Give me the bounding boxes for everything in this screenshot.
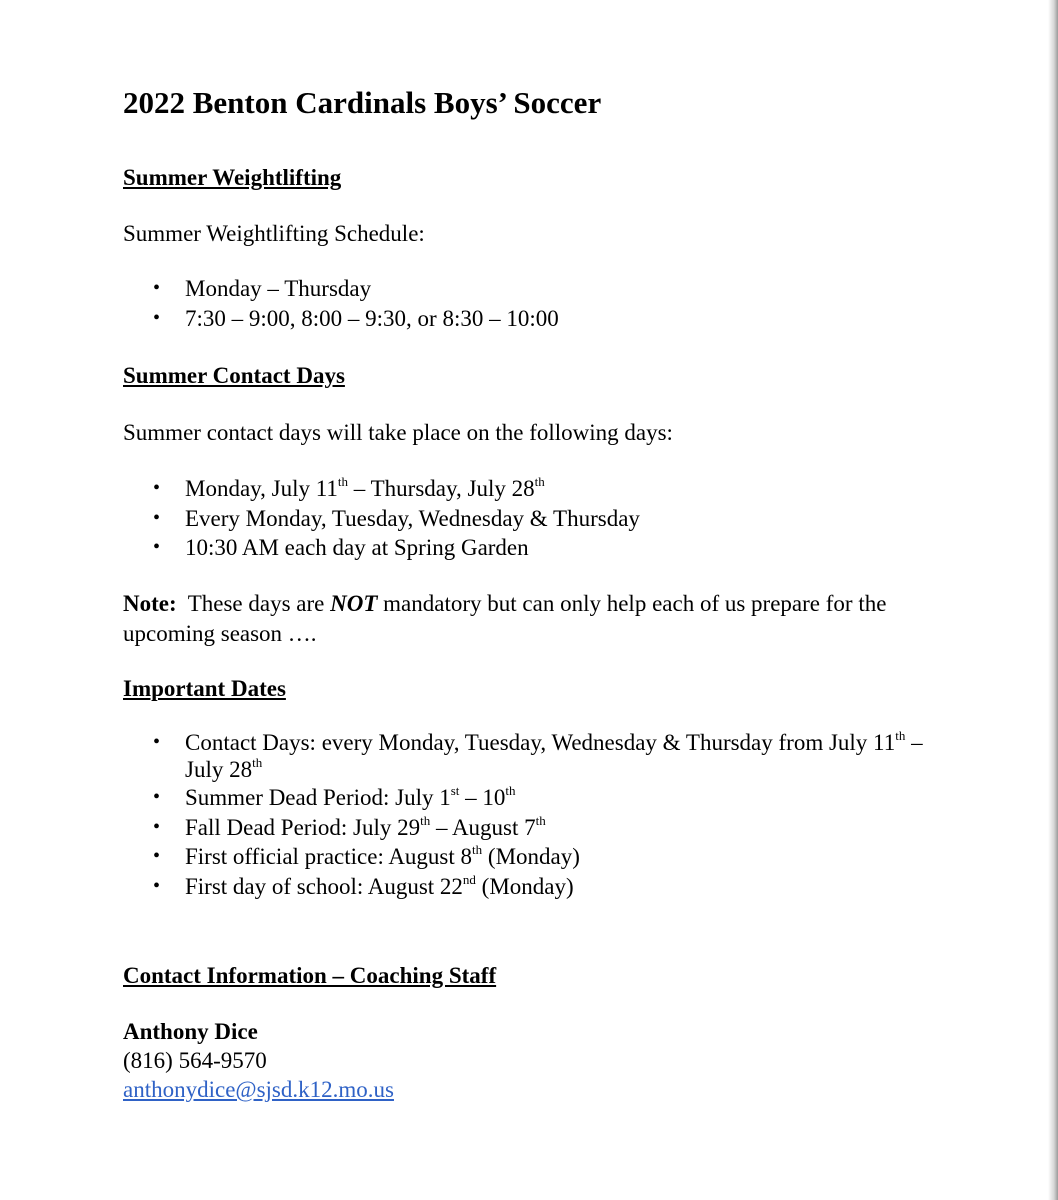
list-item: • First official practice: August 8th (Monday) bbox=[123, 842, 953, 872]
list-item: • Summer Dead Period: July 1st – 10th bbox=[123, 783, 953, 813]
contact-block bbox=[123, 1017, 394, 1104]
heading-contact-information: Contact Information – Coaching Staff bbox=[123, 963, 497, 988]
contact-days-list bbox=[123, 474, 953, 563]
bullet-icon: • bbox=[153, 277, 161, 299]
coach-name: Anthony Dice bbox=[123, 1019, 258, 1044]
heading-important-dates: Important Dates bbox=[123, 676, 286, 701]
bullet-icon: • bbox=[153, 874, 161, 897]
bullet-icon: • bbox=[153, 815, 161, 838]
list-item: • Contact Days: every Monday, Tuesday, Wednesday & Thursday from July 11th – July 28th bbox=[153, 728, 923, 782]
bullet-icon: • bbox=[153, 845, 161, 867]
heading-summer-contact-days: Summer Contact Days bbox=[123, 363, 345, 388]
weightlifting-list bbox=[123, 274, 953, 333]
coach-email-link[interactable]: anthonydice@sjsd.k12.mo.us bbox=[123, 1077, 394, 1102]
list-item: • Monday – Thursday bbox=[123, 274, 953, 304]
bullet-icon: • bbox=[153, 477, 161, 499]
list-item: • 10:30 AM each day at Spring Garden bbox=[123, 533, 953, 563]
bullet-icon: • bbox=[153, 506, 161, 529]
coach-phone: (816) 564-9570 bbox=[123, 1048, 267, 1073]
note-emphasis: NOT bbox=[330, 591, 378, 616]
bullet-icon: • bbox=[153, 536, 161, 558]
bullet-icon: • bbox=[153, 731, 161, 753]
weightlifting-intro: Summer Weightlifting Schedule: bbox=[123, 221, 425, 246]
list-item: • 7:30 – 9:00, 8:00 – 9:30, or 8:30 – 10:00 bbox=[123, 304, 953, 334]
document-title: 2022 Benton Cardinals Boys’ Soccer bbox=[123, 85, 602, 120]
important-dates-list bbox=[123, 729, 953, 901]
page-edge-shadow bbox=[1048, 0, 1058, 1200]
note-paragraph: Note: These days are NOT mandatory but can only help each of us prepare for the upcoming season …. bbox=[123, 591, 887, 646]
bullet-icon: • bbox=[153, 786, 161, 808]
list-item: • Monday, July 11th – Thursday, July 28th bbox=[123, 474, 953, 504]
list-item: • First day of school: August 22nd (Monday) bbox=[123, 872, 953, 902]
contact-days-intro: Summer contact days will take place on the following days: bbox=[123, 420, 673, 445]
bullet-icon: • bbox=[153, 306, 161, 329]
list-item: • Fall Dead Period: July 29th – August 7th bbox=[123, 813, 953, 843]
list-item: • Every Monday, Tuesday, Wednesday & Thursday bbox=[123, 504, 953, 534]
heading-summer-weightlifting: Summer Weightlifting bbox=[123, 165, 342, 190]
note-label: Note: bbox=[123, 591, 177, 616]
